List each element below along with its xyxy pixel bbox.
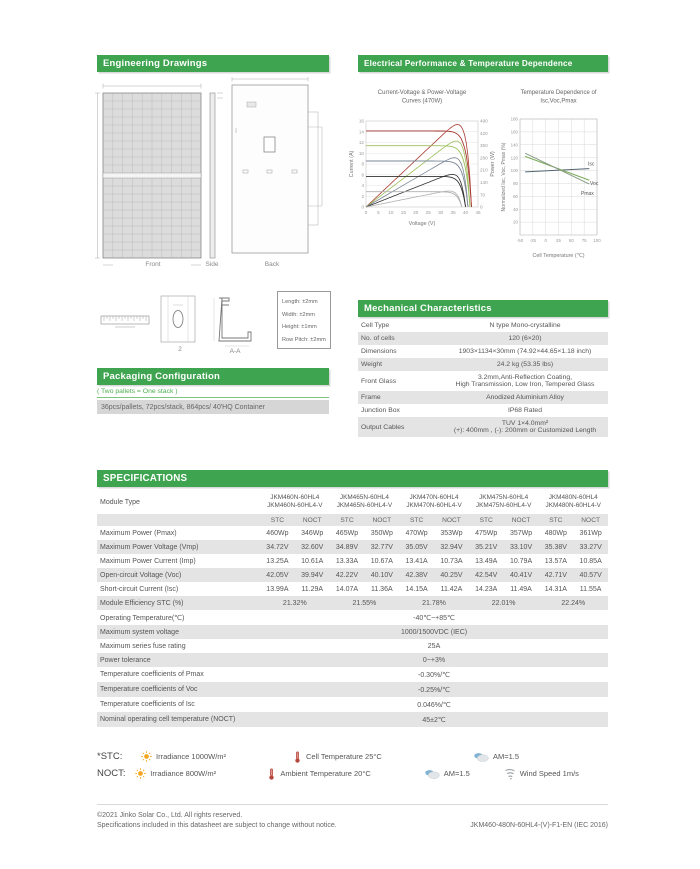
table-row xyxy=(97,697,608,712)
value-cell: 470Wp xyxy=(405,529,428,537)
value-cell: 40.57V xyxy=(573,568,608,582)
row-label: Maximum series fuse rating xyxy=(100,642,186,650)
row-value: IP68 Rated xyxy=(507,407,542,414)
value-cell: 33.27V xyxy=(573,540,608,554)
tolerance-length: Length: ±2mm xyxy=(282,299,318,305)
svg-text:0: 0 xyxy=(361,204,364,210)
svg-text:490: 490 xyxy=(480,118,488,124)
value-cell: 357Wp xyxy=(509,529,533,537)
svg-text:Pmax: Pmax xyxy=(581,191,594,198)
value-cell: 346Wp xyxy=(301,529,324,537)
svg-text:160: 160 xyxy=(510,129,518,135)
value-cell: 11.29A xyxy=(301,585,324,593)
engineering-drawings-figure xyxy=(95,75,345,287)
svg-text:Current (A): Current (A) xyxy=(349,150,355,178)
front-view xyxy=(95,84,201,266)
row-label: Short-circuit Current (Isc) xyxy=(100,585,179,593)
svg-text:Voltage (V): Voltage (V) xyxy=(408,221,436,227)
value-cell: 0.046%/℃ xyxy=(417,701,451,709)
specifications-table xyxy=(97,490,608,727)
legend-row xyxy=(97,765,608,782)
svg-text:30: 30 xyxy=(438,210,444,215)
value-cell: 11.42A xyxy=(440,585,463,593)
table-row xyxy=(97,582,608,596)
table-row xyxy=(358,371,608,391)
engineering-drawings-header: Engineering Drawings xyxy=(97,55,329,72)
svg-text:140: 140 xyxy=(480,180,488,186)
row-label: Module Efficiency STC (%) xyxy=(97,596,260,610)
svg-text:2: 2 xyxy=(361,193,364,199)
copyright-line: ©2021 Jinko Solar Co., Ltd. All rights reserved. xyxy=(97,812,243,819)
svg-text:40: 40 xyxy=(462,210,469,215)
svg-text:14: 14 xyxy=(358,129,364,135)
condition-header: STC xyxy=(330,514,365,526)
legend-text: Wind Speed 1m/s xyxy=(519,769,579,778)
value-cell: 11.36A xyxy=(370,585,393,593)
table-row xyxy=(358,332,608,345)
table-row xyxy=(358,358,608,371)
electrical-performance-header: Electrical Performance & Temperature Dependence xyxy=(358,55,608,72)
svg-text:20: 20 xyxy=(513,219,518,225)
value-cell: 35.38V xyxy=(538,540,573,554)
svg-text:35: 35 xyxy=(450,210,456,215)
table-row xyxy=(97,625,608,639)
value-cell: 42.05V xyxy=(260,568,295,582)
value-cell: 32.94V xyxy=(434,540,469,554)
svg-text:280: 280 xyxy=(480,155,488,161)
value-cell: 22.01% xyxy=(469,596,539,610)
svg-text:10: 10 xyxy=(388,210,394,215)
wind-icon xyxy=(504,768,516,780)
svg-text:75: 75 xyxy=(581,238,587,243)
thermometer-icon xyxy=(293,751,302,763)
value-cell: 22.24% xyxy=(538,596,608,610)
svg-text:12: 12 xyxy=(358,140,364,146)
svg-text:120: 120 xyxy=(510,155,518,161)
svg-text:-25: -25 xyxy=(529,238,537,243)
table-row xyxy=(97,554,608,568)
svg-text:Current-Voltage & Power-Voltag: Current-Voltage & Power-Voltage xyxy=(377,90,467,96)
table-row xyxy=(97,596,608,610)
footer-divider xyxy=(97,804,608,805)
condition-header: STC xyxy=(399,514,434,526)
svg-text:100: 100 xyxy=(510,168,518,174)
svg-text:350: 350 xyxy=(480,143,488,149)
row-label: Cell Type xyxy=(361,322,390,329)
row-label: Maximum Power Current (Imp) xyxy=(100,557,196,565)
svg-text:8: 8 xyxy=(361,161,364,167)
value-cell: 42.71V xyxy=(538,568,573,582)
module-type: JKM470N-60HL4 JKM470N-60HL4-V xyxy=(406,493,462,509)
value-cell: 14.31A xyxy=(544,585,567,593)
svg-text:25: 25 xyxy=(556,238,561,243)
table-row xyxy=(97,568,608,582)
condition-header: NOCT xyxy=(295,514,330,526)
sun-icon xyxy=(141,751,152,762)
value-cell: 35.05V xyxy=(399,540,434,554)
test-conditions-legend xyxy=(97,748,608,782)
condition-header: NOCT xyxy=(364,514,399,526)
legend-item xyxy=(293,751,473,763)
temperature-dependence-chart xyxy=(500,85,610,267)
table-row xyxy=(97,540,608,554)
legend-condition-label: *STC: xyxy=(97,751,123,762)
value-cell: 475Wp xyxy=(475,529,498,537)
value-cell: 35.21V xyxy=(469,540,504,554)
value-cell: 42.54V xyxy=(469,568,504,582)
value-cell: 45±2℃ xyxy=(260,712,608,727)
value-cell: 1000/1500VDC (IEC) xyxy=(260,625,608,639)
value-cell: 10.67A xyxy=(370,557,393,565)
value-cell: 40.41V xyxy=(504,568,539,582)
table-row xyxy=(97,653,608,667)
condition-header: NOCT xyxy=(573,514,608,526)
row-label: Temperature coefficients of Voc xyxy=(97,682,260,697)
table-row xyxy=(358,319,608,332)
module-type: JKM480N-60HL4 JKM480N-60HL4-V xyxy=(545,493,601,509)
row-label: Temperature coefficients of Isc xyxy=(100,701,195,708)
svg-text:5: 5 xyxy=(377,210,380,215)
svg-text:Isc,Voc,Pmax: Isc,Voc,Pmax xyxy=(540,98,577,105)
value-cell: 32.77V xyxy=(364,540,399,554)
value-cell: 350Wp xyxy=(370,529,393,537)
table-row xyxy=(358,404,608,417)
value-cell: 10.79A xyxy=(509,557,533,565)
value-cell: 460Wp xyxy=(266,529,289,537)
svg-text:25: 25 xyxy=(425,210,431,215)
value-cell: 361Wp xyxy=(579,529,602,537)
svg-text:180: 180 xyxy=(510,116,518,122)
svg-text:60: 60 xyxy=(513,193,518,199)
row-value: 3.2mm,Anti-Reflection Coating, High Transmission, Low Iron, Tempered Glass xyxy=(455,374,595,388)
value-cell: 40.25V xyxy=(434,568,469,582)
specifications-header: SPECIFICATIONS xyxy=(97,470,608,487)
row-label: Junction Box xyxy=(361,407,400,414)
value-cell: -0.30%/℃ xyxy=(418,671,451,679)
value-cell: 13.33A xyxy=(335,557,359,565)
value-cell: 10.73A xyxy=(440,557,463,565)
legend-item xyxy=(135,768,267,779)
svg-text:Voc: Voc xyxy=(590,181,599,188)
tolerance-box xyxy=(277,291,331,349)
table-row xyxy=(97,667,608,682)
legend-item xyxy=(424,769,504,779)
table-row xyxy=(97,639,608,653)
empty-cell xyxy=(97,514,260,526)
row-label: Power tolerance xyxy=(97,653,260,667)
svg-text:Isc: Isc xyxy=(588,161,595,168)
svg-text:420: 420 xyxy=(480,130,488,136)
row-label: Frame xyxy=(358,391,442,404)
cloud-icon xyxy=(473,752,489,762)
value-cell: 0~+3% xyxy=(260,653,608,667)
value-cell: 42.22V xyxy=(330,568,365,582)
value-cell: 33.10V xyxy=(504,540,539,554)
svg-text:Temperature Dependence of: Temperature Dependence of xyxy=(520,90,597,96)
value-cell: -0.25%/℃ xyxy=(260,682,608,697)
row-label: Weight xyxy=(358,358,442,371)
row-value: 120 (6×20) xyxy=(442,332,608,345)
svg-text:70: 70 xyxy=(480,192,486,198)
value-cell: 14.07A xyxy=(335,585,359,593)
module-type: JKM460N-60HL4 JKM460N-60HL4-V xyxy=(267,493,323,509)
packaging-note: ( Two pallets = One stack ) xyxy=(97,388,329,398)
value-cell: 10.85A xyxy=(579,557,602,565)
legend-item xyxy=(473,752,583,762)
value-cell: 32.60V xyxy=(295,540,330,554)
condition-header: STC xyxy=(538,514,573,526)
sun-icon xyxy=(135,768,146,779)
value-cell: 25A xyxy=(427,642,441,650)
row-value: 24.2 kg (53.35 lbs) xyxy=(442,358,608,371)
value-cell: 39.94V xyxy=(295,568,330,582)
value-cell: 13.99A xyxy=(266,585,289,593)
row-value: 1903×1134×30mm (74.92×44.65×1.18 inch) xyxy=(458,348,592,355)
mounting-slot-detail xyxy=(161,296,195,342)
legend-item xyxy=(141,751,293,762)
side-view-label: Side xyxy=(205,261,219,268)
series-power-line xyxy=(366,174,466,207)
back-view-label: Back xyxy=(264,261,280,268)
row-label: Maximum Power Voltage (Vmp) xyxy=(97,540,260,554)
value-cell: 13.41A xyxy=(405,557,428,565)
value-cell: 14.15A xyxy=(405,585,428,593)
table-row xyxy=(97,490,608,514)
value-cell: 21.32% xyxy=(260,596,330,610)
svg-text:-50: -50 xyxy=(516,238,524,243)
value-cell: 21.78% xyxy=(399,596,469,610)
table-row xyxy=(97,712,608,727)
svg-text:50: 50 xyxy=(568,238,574,243)
svg-text:Normalized Isc, Voc, Pmax (%): Normalized Isc, Voc, Pmax (%) xyxy=(501,142,507,212)
legend-item xyxy=(267,768,423,780)
legend-condition-label: NOCT: xyxy=(97,768,126,779)
value-cell: 353Wp xyxy=(440,529,463,537)
svg-text:45: 45 xyxy=(475,210,481,215)
mechanical-characteristics-header: Mechanical Characteristics xyxy=(358,300,608,317)
legend-text: AM=1.5 xyxy=(443,769,470,778)
value-cell: 34.72V xyxy=(260,540,295,554)
svg-text:100: 100 xyxy=(593,238,601,243)
value-cell: 21.55% xyxy=(330,596,400,610)
packaging-value: 36pcs/pallets, 72pcs/stack, 864pcs/ 40'HQ Container xyxy=(97,400,329,414)
back-view xyxy=(232,77,322,253)
ruler-detail xyxy=(101,316,149,327)
disclaimer-line: Specifications included in this datasheet are subject to change without notice. xyxy=(97,822,337,829)
value-cell: 14.23A xyxy=(475,585,498,593)
row-label: Temperature coefficients of Pmax xyxy=(100,671,204,678)
value-cell: 11.49A xyxy=(510,585,532,593)
value-cell: 40.10V xyxy=(364,568,399,582)
frame-cross-section xyxy=(214,298,251,346)
mechanical-table xyxy=(358,319,608,437)
svg-text:16: 16 xyxy=(358,118,364,124)
svg-text:0: 0 xyxy=(480,204,483,210)
row-value: TUV 1×4.0mm² (+): 400mm , (-): 200mm or Customized Length xyxy=(442,417,608,437)
row-label: Output Cables xyxy=(358,417,442,437)
svg-text:Power (W): Power (W) xyxy=(490,151,496,177)
row-label: Front Glass xyxy=(361,377,397,385)
table-row xyxy=(358,417,608,437)
table-row xyxy=(97,514,608,526)
svg-text:Cell Temperature (℃): Cell Temperature (℃) xyxy=(532,253,585,259)
legend-text: Cell Temperature 25°C xyxy=(306,752,382,761)
value-cell: 480Wp xyxy=(544,529,567,537)
series-power-line xyxy=(366,158,468,207)
table-row xyxy=(358,391,608,404)
condition-header: NOCT xyxy=(434,514,469,526)
value-cell: 34.89V xyxy=(330,540,365,554)
tolerance-row-pitch: Row Pitch: ±2mm xyxy=(282,336,326,343)
row-label: Maximum system voltage xyxy=(97,625,260,639)
svg-text:0: 0 xyxy=(544,238,547,243)
row-label: Operating Temperature(℃) xyxy=(100,614,185,622)
svg-text:210: 210 xyxy=(480,167,488,173)
document-code: JKM460-480N-60HL4-(V)-F1-EN (IEC 2016) xyxy=(470,822,608,829)
legend-text: Irradiance 1000W/m² xyxy=(156,752,227,761)
svg-text:4: 4 xyxy=(361,183,364,189)
svg-text:0: 0 xyxy=(364,210,368,215)
row-value: Anodized Aluminium Alloy xyxy=(442,391,608,404)
section-aa-label: A-A xyxy=(229,348,241,355)
svg-text:140: 140 xyxy=(510,142,518,148)
svg-text:20: 20 xyxy=(413,210,419,215)
value-cell: 10.61A xyxy=(301,557,324,565)
svg-text:6: 6 xyxy=(361,172,364,178)
row-label: Dimensions xyxy=(361,348,397,355)
row-value: N type Mono-crystalline xyxy=(489,322,561,329)
value-cell: 11.55A xyxy=(579,585,602,593)
svg-text:10: 10 xyxy=(358,150,364,156)
table-row xyxy=(97,610,608,625)
table-row xyxy=(97,526,608,540)
row-label: No. of cells xyxy=(358,332,442,345)
legend-text: Ambient Temperature 20°C xyxy=(280,769,371,778)
legend-row xyxy=(97,748,608,765)
row-label: Maximum Power (Pmax) xyxy=(100,529,177,537)
value-cell: 13.25A xyxy=(266,557,289,565)
module-type-label: Module Type xyxy=(100,498,140,506)
condition-header: STC xyxy=(469,514,504,526)
side-view xyxy=(210,93,223,258)
value-cell: 13.57A xyxy=(544,557,567,565)
table-row xyxy=(358,345,608,358)
front-view-label: Front xyxy=(145,261,161,268)
tolerance-height: Height: ±1mm xyxy=(282,324,317,330)
cloud-icon xyxy=(424,769,440,779)
svg-text:40: 40 xyxy=(513,206,518,212)
thermometer-icon xyxy=(267,768,276,780)
legend-text: Irradiance 800W/m² xyxy=(150,769,217,778)
iv-power-chart xyxy=(348,85,498,245)
legend-item xyxy=(504,768,608,780)
svg-text:Curves (470W): Curves (470W) xyxy=(401,98,443,105)
slot-detail-label: 2 xyxy=(178,346,182,353)
value-cell: -40℃~+85℃ xyxy=(413,614,455,622)
condition-header: STC xyxy=(260,514,295,526)
condition-header: NOCT xyxy=(504,514,539,526)
module-type: JKM475N-60HL4 JKM475N-60HL4-V xyxy=(475,493,532,509)
table-row xyxy=(97,682,608,697)
svg-text:15: 15 xyxy=(400,210,406,215)
row-label: Nominal operating cell temperature (NOCT) xyxy=(97,712,260,727)
tolerance-width: Width: ±2mm xyxy=(282,311,315,318)
packaging-configuration-header: Packaging Configuration xyxy=(97,368,329,385)
value-cell: 13.49A xyxy=(475,557,498,565)
row-label: Open-circuit Voltage (Voc) xyxy=(97,568,260,582)
svg-text:80: 80 xyxy=(513,181,518,187)
legend-text: AM=1.5 xyxy=(493,752,520,761)
module-type: JKM465N-60HL4 JKM465N-60HL4-V xyxy=(336,493,393,509)
value-cell: 42.38V xyxy=(399,568,434,582)
series-power-line xyxy=(366,141,470,207)
value-cell: 465Wp xyxy=(335,529,359,537)
